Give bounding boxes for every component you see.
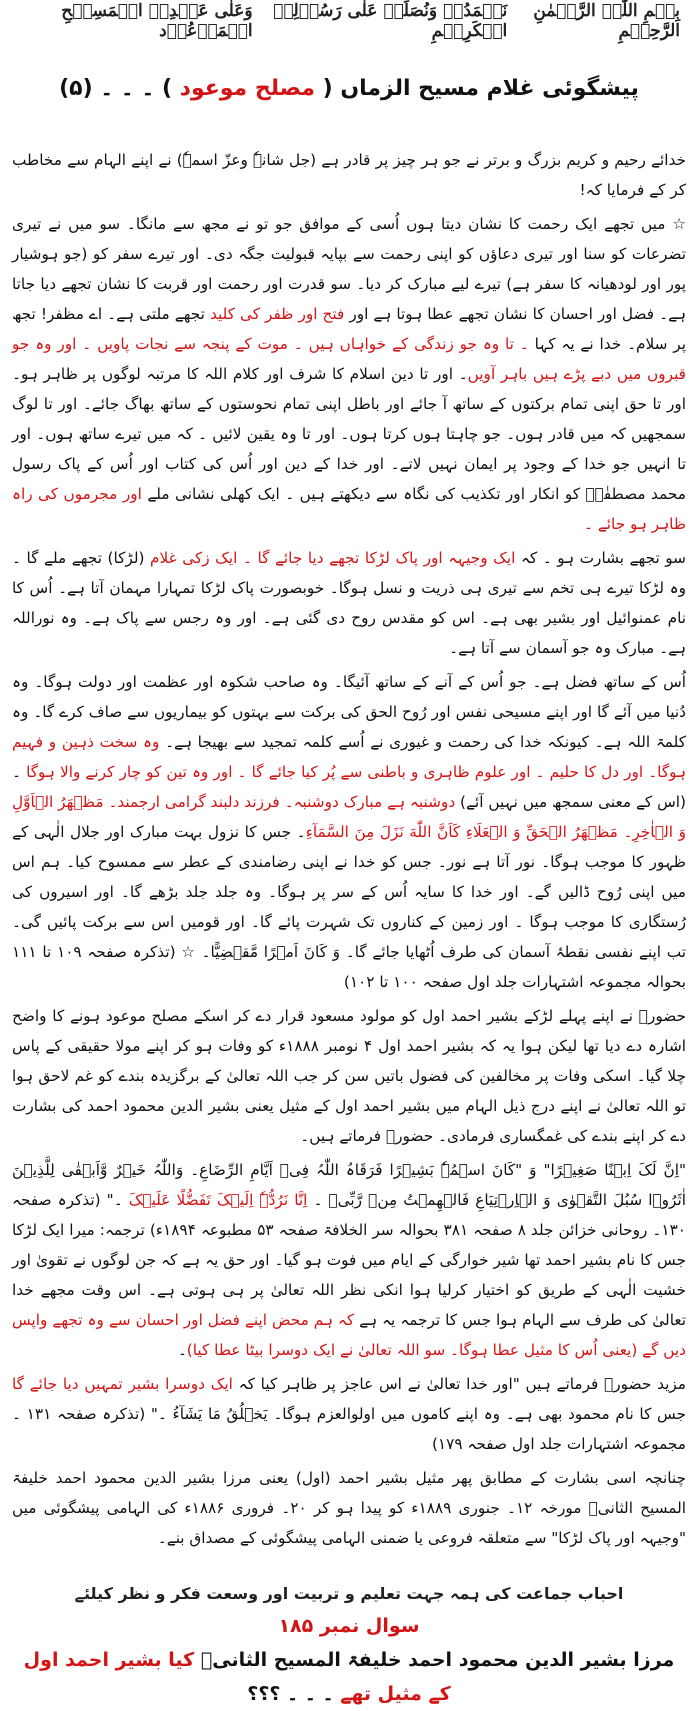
paragraph-p3 (12, 543, 686, 663)
question-highlight: کیا بشیر احمد اول کے مثیل تھے (23, 1649, 451, 1705)
paragraph-text: ۔ (اس کے معنی سمجھ میں نہیں آئے) (12, 763, 686, 811)
paragraph-text: "اِنَّ لَکَ اِبۡنًا صَغِیۡرًا" وَ "کَانَ اسۡمُہٗ بَشِیۡرًا فَرَقَاہُ اللّٰہُ فِیۡ اَیَّامِ الرِّضَاعِ۔ وَاللّٰہُ خَیۡرٌ وَّاَبۡقٰی لِلَّذِیۡنَ اٰثَرُوۡا سُبُلَ التَّقۡوٰی وَ الۡاِرۡتِیَاعِ فَالۡھِمۡتُ مِنۡ رَّبِّیۡ ۔ (12, 1161, 686, 1209)
paragraph-p7 (12, 1369, 686, 1459)
highlighted-text: اِنَّا نَرُدُّہٗ اِلَیۡکَ تَفَضُّلًا عَلَیۡکَ (128, 1191, 308, 1209)
question-part2: ۔ ۔ ۔ ؟؟؟ (247, 1683, 341, 1705)
header-invocations (12, 1, 686, 41)
paragraph-text: مولود مسعود (310, 1007, 396, 1025)
paragraph-text: حضورؑ نے اپنے پہلے لڑکے بشیر احمد اول کو (395, 1007, 686, 1025)
paragraph-text: ایک کھلی نشانی ملے (147, 485, 280, 503)
paragraph-text: سو تجھے بشارت ہو ۔ کہ (515, 549, 686, 567)
page-title (12, 76, 686, 101)
highlighted-text: فتح اور ظفر کی کلید (209, 305, 345, 323)
question-part1: مرزا بشیر الدین محمود احمد خلیفۃ المسیح الثانیؓ (194, 1649, 675, 1671)
highlighted-text: اور مجرموں کی راہ ظاہر ہو جائے ۔ (12, 485, 686, 533)
paragraph-text: مزید حضورؑ فرماتے ہیں "اور خدا تعالیٰ نے اس عاجز پر ظاہر کیا کہ (232, 1375, 687, 1393)
footer (12, 1579, 686, 1711)
paragraph-p2 (12, 209, 686, 539)
paragraph-p5 (12, 1001, 686, 1151)
highlighted-text: ایک وجیہہ اور پاک لڑکا تجھے دیا جائے گا ۔ ایک زکی غلام (150, 549, 516, 567)
paragraph-p6 (12, 1155, 686, 1365)
paragraph-text: چنانچہ اسی بشارت کے مطابق پھر مثیل بشیر احمد (اول) یعنی مرزا بشیر الدین محمود احمد خلیفۃ المسیح الثانیؓ مورخہ ۱۲۔ جنوری ۱۸۸۹ء کو پیدا ہو کر ۲۰۔ فروری ۱۸۸۶ء کی الہامی پیشگوئی میں "وجیہہ اور پاک لڑکا" سے متعلقہ فروعی یا ضمنی الہامی پیشگوئی کے مصداق بنے۔ (12, 1469, 686, 1547)
paragraph-p4 (12, 667, 686, 997)
highlighted-text: دوشنبہ ہے مبارک دوشنبہ۔ فرزند دلبند گرامی ارجمند۔ مَظۡهَرُ الۡاَوَّلِ وَ الۡاٰخِرِ۔ مَظۡهَرُ الۡحَقِّ وَ الۡعَلَاءِ کَاَنَّ اللّٰهَ نَزَلَ مِنَ السَّمَآءِ (12, 793, 686, 841)
bismillah-text: بِسۡمِ اللّٰہِ الرَّحۡمٰنِ الرَّحِیۡمِ (533, 1, 680, 41)
paragraph-text: ۔ جس کا نزول بہت مبارک اور جلال الٰہی کے ظہور کا موجب ہوگا۔ نور آتا ہے نور۔ جس کو خدا نے اپنی رضامندی کے عطر سے ممسوح کیا۔ ہم اس میں اپنی رُوح ڈالیں گے۔ اور خدا کا سایہ اُس کے سر پر ہوگا۔ وہ جلد جلد بڑھے گا۔ اور اسیروں کی رُستگاری کا موجب ہوگا ۔ اور زمین کے کناروں تک شہرت پائے گا۔ اور قومیں اس سے برکت پائیں گی۔ تب اپنے نفسی نقطۂ آسمان کی طرف اُٹھایا جائے گا۔ وَ کَانَ اَمۡرًا مَّقۡضِیًّا۔ ☆ (تذکرہ صفحہ ۱۰۹ تا ۱۱۱ بحوالہ مجموعہ اشتہارات جلد اول صفحہ ۱۰۰ تا ۱۰۲) (12, 823, 686, 991)
question-text (12, 1643, 686, 1711)
title-highlight: مصلح موعود (179, 76, 323, 101)
title-part2: ) ۔ ۔ ۔ (۵) (59, 76, 180, 101)
hamd-text: نَحۡمَدُہٗ وَنُصَلِّیۡ عَلٰی رَسُوۡلِہِ الۡکَرِیۡمِ (273, 1, 508, 41)
paragraph-text: (لڑکا) تجھے ملے گا ۔ وہ لڑکا تیرے ہی تخم سے تیری ہی ذریت و نسل ہوگا۔ خوبصورت پاک لڑکا تمہارا مہمان آتا ہے۔ اُس کا نام عمنوائیل اور بشیر بھی ہے۔ اس کو مقدس روح دی گئی ہے۔ اور وہ رجس سے پاک ہے۔ وہ نوراللہ ہے۔ مبارک وہ جو آسمان سے آتا ہے۔ (12, 549, 686, 657)
paragraph-text: قرار دے کر اسکے مصلح موعود ہونے کا واضح اشارہ دے دیا تھا لیکن ہوا یہ کہ بشیر احمد اول ۴ نومبر ۱۸۸۸ء کو وفات ہو کر اپنے مولا حقیقی کے پاس چلا گیا۔ اسکی وفات پر مخالفین کی فضول باتیں سن کر جب اللہ تعالیٰ کے برگزیدہ بندے کو غم لاحق ہوا تو اللہ تعالیٰ نے اپنے درج ذیل الہام میں بشیر احمد اول کے مثیل یعنی بشیر الدین محمود احمد کی بشارت دے کر اپنے بندے کی غمگساری فرمادی۔ حضورؑ فرماتے ہیں۔ (12, 1007, 687, 1145)
paragraph-text: جس کا نام محمود بھی ہے۔ وہ اپنے کاموں میں اولوالعزم ہوگا۔ یَخۡلُقُ مَا یَشَآءُ ۔" (تذکرہ صفحہ ۱۳۱ ۔ مجموعہ اشتہارات جلد اول صفحہ ۱۷۹) (12, 1405, 686, 1453)
paragraph-text: ☆ میں تجھے ایک رحمت کا نشان دیتا ہوں اُسی کے موافق جو تو نے مجھ سے مانگا۔ سو میں نے تیری تضرعات کو سنا اور تیری دعاؤں کو اپنی رحمت سے بپایہ قبولیت جگہ دی۔ اور تیرے سفر کو (جو ہوشیار پور اور لودھیانہ کا سفر ہے) تیرے لیے مبارک کر دیا۔ سو قدرت اور رحمت اور قربت کا نشان تجھے دیا جاتا ہے۔ فضل اور احسان کا نشان تجھے عطا ہوتا ہے اور (12, 215, 687, 323)
footer-intro: احباب جماعت کی ہمہ جہت تعلیم و تربیت اور وسعت فکر و نظر کیلئے (74, 1584, 624, 1603)
paragraph-text: ۔" (تذکرہ صفحہ ۱۳۰۔ روحانی خزائن جلد ۸ صفحہ ۳۸۱ بحوالہ سر الخلافۃ صفحہ ۵۳ مطبوعہ ۱۸۹۴ء) ترجمہ: میرا ایک لڑکا جس کا نام بشیر احمد تھا شیر خوارگی کے ایام میں فوت ہو گیا۔ اور حق یہ ہے کہ جن لوگوں نے تقویٰ اور خشیت الٰہی کے طریق کو اختیار کرلیا ہوا انکی نظر اللہ تعالیٰ پر ہی ہوتی ہے۔ اس وقت مجھے خدا تعالیٰ کی طرف سے الہام ہوا جس کا ترجمہ یہ ہے (12, 1191, 687, 1329)
highlighted-text: ۔ تا وہ جو زندگی کے خواہاں ہیں ۔ موت کے پنجہ سے نجات پاویں ۔ اور وہ جو قبروں میں دبے پڑے ہیں باہر آویں (12, 335, 686, 383)
paragraph-text: خدائے رحیم و کریم بزرگ و برتر نے جو ہر چیز پر قادر ہے (جل شانہٗ وعزّ اسمہٗ) نے اپنے الہام سے مخاطب کر کے فرمایا کہ! (12, 151, 686, 199)
paragraph-p1 (12, 145, 686, 205)
title-part1: پیشگوئی غلام مسیح الزماں ( (322, 76, 639, 101)
paragraph-p8 (12, 1463, 686, 1553)
paragraph-text: اُس کے ساتھ فضل ہے۔ جو اُس کے آنے کے ساتھ آئیگا۔ وہ صاحب شکوہ اور عظمت اور دولت ہوگا۔ وہ دُنیا میں آئے گا اور اپنے مسیحی نفس اور رُوح الحق کی برکت سے بہتوں کو بیماریوں سے صاف کرے گا۔ وہ کلمۃ اللہ ہے۔ کیونکہ خدا کی رحمت و غیوری نے اُسے کلمہ تمجید سے بھیجا ہے۔ (12, 673, 686, 751)
highlighted-text: ایک دوسرا بشیر تمہیں دیا جائے گا (12, 1375, 233, 1393)
highlighted-text: وہ سخت ذہین و فہیم ہوگا۔ اور دل کا حلیم ۔ اور علوم ظاہری و باطنی سے پُر کیا جائے گا ۔ اور وہ تین کو چار کرنے والا ہوگا (12, 733, 686, 781)
highlighted-text: کہ ہم محض اپنے فضل اور احسان سے وہ تجھے واپس دیں گے (یعنی اُس کا مثیل عطا ہوگا۔ سو اللہ تعالیٰ نے ایک دوسرا بیٹا عطا کیا) (12, 1311, 686, 1359)
question-number: سوال نمبر ۱۸۵ (278, 1615, 420, 1637)
body-text (12, 145, 686, 1553)
paragraph-text: ۔ اور تا دین اسلام کا شرف اور کلام اللہ کا مرتبہ لوگوں پر ظاہر ہو۔ اور تا حق اپنی تمام برکتوں کے ساتھ آ جائے اور باطل اپنی تمام نحوستوں کے ساتھ بھاگ جائے۔ اور تا لوگ سمجھیں کہ میں قادر ہوں۔ جو چاہتا ہوں کرتا ہوں۔ اور تا وہ یقین لائیں ۔ کہ میں تیرے ساتھ ہوں۔ اور تا انہیں جو خدا کے وجود پر ایمان نہیں لاتے۔ اور خدا کے دین اور اُس کی کتاب اور اُس کے پاک رسول محمد مصطفٰےؐ کو انکار اور تکذیب کی نگاہ سے دیکھتے ہیں ۔ (12, 365, 686, 503)
paragraph-text: تجھے ملتی ہے۔ اے مظفر! تجھ پر سلام۔ خدا نے یہ کہا (12, 305, 687, 353)
mauood-text: وَعَلٰی عَبۡدِہِ الۡمَسِیۡحِ الۡمَوۡعُوۡد (61, 1, 253, 41)
paragraph-text: ۔ (177, 1341, 187, 1359)
